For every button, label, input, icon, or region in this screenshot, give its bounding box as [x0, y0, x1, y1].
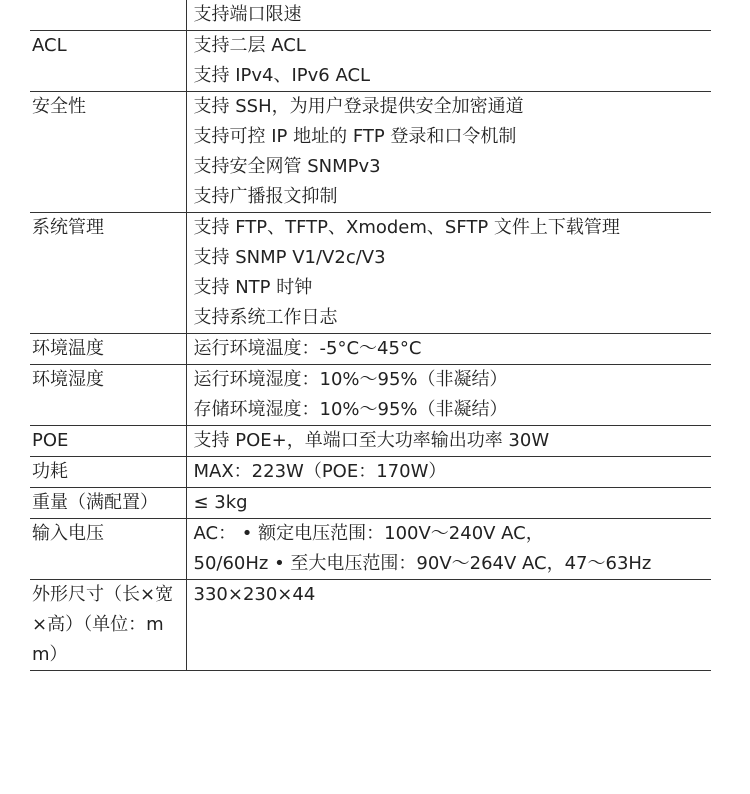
spec-value: 支持 FTP、TFTP、Xmodem、SFTP 文件上下载管理 — [193, 217, 620, 238]
spec-value-cell — [186, 213, 711, 334]
spec-row — [30, 31, 711, 92]
spec-value: 支持广播报文抑制 — [193, 186, 338, 207]
spec-value-cell — [186, 457, 711, 488]
spec-label: 安全性 — [30, 92, 186, 213]
spec-value: 支持可控 IP 地址的 FTP 登录和口令机制 — [193, 126, 517, 147]
spec-table — [30, 0, 711, 671]
spec-value-cell — [186, 426, 711, 457]
spec-value: 支持 IPv4、IPv6 ACL — [193, 65, 371, 86]
spec-value: ≤ 3kg — [193, 492, 248, 513]
spec-label: 输入电压 — [30, 519, 186, 580]
spec-value-cell — [186, 488, 711, 519]
spec-value: 支持二层 ACL — [193, 35, 306, 56]
spec-label: 外形尺寸（长×宽×高）（单位：mm） — [30, 580, 186, 671]
spec-value: 支持 SSH，为用户登录提供安全加密通道 — [193, 96, 524, 117]
spec-row — [30, 580, 711, 671]
spec-row — [30, 365, 711, 426]
spec-row — [30, 92, 711, 213]
spec-value: 运行环境温度：-5°C～45°C — [193, 338, 422, 359]
spec-label: POE — [30, 426, 186, 457]
spec-value: MAX：223W（POE：170W） — [193, 461, 447, 482]
spec-value: 支持 NTP 时钟 — [193, 277, 313, 298]
spec-label — [30, 0, 186, 31]
spec-row — [30, 0, 711, 31]
spec-value-cell — [186, 31, 711, 92]
spec-value: 支持端口限速 — [193, 4, 302, 25]
spec-row — [30, 457, 711, 488]
spec-value: 支持 POE+，单端口至大功率输出功率 30W — [193, 430, 550, 451]
spec-value-cell — [186, 0, 711, 31]
spec-label: 功耗 — [30, 457, 186, 488]
spec-label: 环境湿度 — [30, 365, 186, 426]
spec-value: 330×230×44 — [193, 584, 316, 605]
spec-value-cell — [186, 519, 711, 580]
spec-value: AC： • 额定电压范围：100V～240V AC， — [193, 523, 544, 544]
spec-value: 存储环境湿度：10%～95%（非凝结） — [193, 399, 508, 420]
spec-row — [30, 426, 711, 457]
spec-value: 50/60Hz • 至大电压范围：90V～264V AC，47～63Hz — [193, 553, 652, 574]
spec-label: 重量（满配置） — [30, 488, 186, 519]
spec-row — [30, 488, 711, 519]
spec-value: 运行环境湿度：10%～95%（非凝结） — [193, 369, 508, 390]
spec-value-cell — [186, 92, 711, 213]
spec-row — [30, 213, 711, 334]
spec-label: 系统管理 — [30, 213, 186, 334]
spec-value: 支持安全网管 SNMPv3 — [193, 156, 381, 177]
spec-value-cell — [186, 365, 711, 426]
spec-row — [30, 519, 711, 580]
spec-value-cell — [186, 334, 711, 365]
spec-value-cell — [186, 580, 711, 671]
spec-value: 支持 SNMP V1/V2c/V3 — [193, 247, 386, 268]
spec-label: 环境温度 — [30, 334, 186, 365]
spec-label: ACL — [30, 31, 186, 92]
spec-value: 支持系统工作日志 — [193, 307, 338, 328]
spec-table-body — [30, 0, 711, 671]
spec-row — [30, 334, 711, 365]
